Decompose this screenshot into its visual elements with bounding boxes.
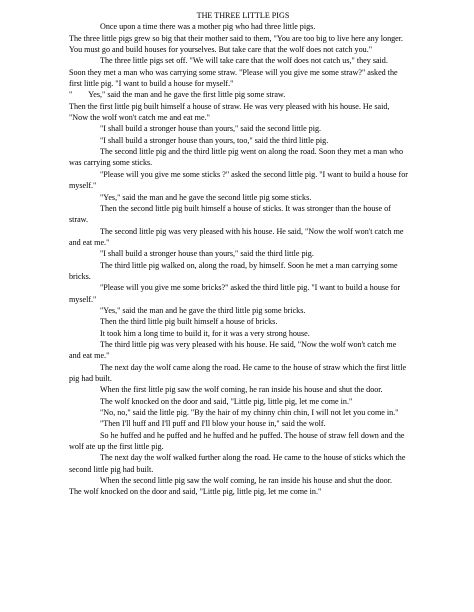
paragraph: The next day the wolf came along the road. He came to the house of straw which the first little pig had built. [69, 362, 407, 383]
paragraph: So he huffed and he puffed and he huffed and he puffed. The house of straw fell down and the wolf ate up the first little pig. [69, 430, 405, 452]
paragraph: The second little pig was very pleased with his house. He said, "Now the wolf won't catch me and eat me." [69, 226, 404, 247]
paragraph: The second little pig and the third little pig went on along the road. Soon they met a man who was carrying some sticks. [69, 147, 404, 168]
paragraph: "Yes," said the man and he gave the third little pig some bricks. [100, 305, 306, 315]
paragraph: "I shall build a stronger house than yours," said the third little pig. [100, 249, 314, 259]
paragraph: Then the first little pig built himself a house of straw. He was very pleased with his house. He said, "Now the wolf won't catch me and eat me." [69, 101, 390, 123]
paragraph: Once upon a time there was a mother pig who had three little pigs. [100, 22, 316, 32]
paragraph: "Yes," said the man and he gave the second little pig some sticks. [100, 192, 312, 202]
paragraph: The third little pig was very pleased with his house. He said, "Now the wolf won't catch me and eat me." [69, 339, 397, 361]
document-page [69, 10, 409, 498]
paragraph: When the first little pig saw the wolf coming, he ran inside his house and shut the door. [100, 385, 383, 395]
paragraph: It took him a long time to build it, for it was a very strong house. [100, 328, 310, 338]
paragraph: The three little pigs set off. "We will take care that the wolf does not catch us," they said. [100, 56, 388, 66]
document-body [69, 21, 409, 497]
paragraph: "I shall build a stronger house than yours, too," said the third little pig. [100, 135, 329, 145]
paragraph: " Yes," said the man and he gave the first little pig some straw. [69, 90, 286, 100]
paragraph: Then the second little pig built himself a house of sticks. It was stronger than the house of straw. [69, 203, 391, 225]
paragraph: Soon they met a man who was carrying some straw. "Please will you give me some straw?" asked the first little pig. "I want to build a house for myself." [69, 67, 398, 89]
paragraph: The wolf knocked on the door and said, "Little pig, little pig, let me come in." [69, 487, 322, 497]
paragraph: Then the third little pig built himself a house of bricks. [100, 317, 278, 327]
paragraph: The three little pigs grew so big that their mother said to them, "You are too big to live here any longer. You must go and build houses for yourselves. But take care that the wolf does not catch you." [69, 33, 404, 55]
paragraph: The wolf knocked on the door and said, "Little pig, little pig, let me come in." [100, 396, 353, 406]
paragraph: "No, no," said the little pig. "By the hair of my chinny chin chin, I will not let you come in." [100, 408, 399, 418]
paragraph: When the second little pig saw the wolf coming, he ran inside his house and shut the door. [100, 476, 392, 486]
paragraph: "Please will you give me some sticks ?" asked the second little pig. "I want to build a house for myself." [69, 169, 408, 191]
paragraph: "Please will you give me some bricks?" asked the third little pig. "I want to build a house for myself." [69, 283, 401, 304]
paragraph: The next day the wolf walked further along the road. He came to the house of sticks which the second little pig had built. [69, 453, 406, 474]
paragraph: "I shall build a stronger house than yours," said the second little pig. [100, 124, 322, 134]
paragraph: The third little pig walked on, along the road, by himself. Soon he met a man carrying some bricks. [69, 260, 398, 281]
paragraph: "Then I'll huff and I'll puff and I'll blow your house in," said the wolf. [100, 419, 326, 429]
document-title: THE THREE LITTLE PIGS [196, 11, 290, 20]
